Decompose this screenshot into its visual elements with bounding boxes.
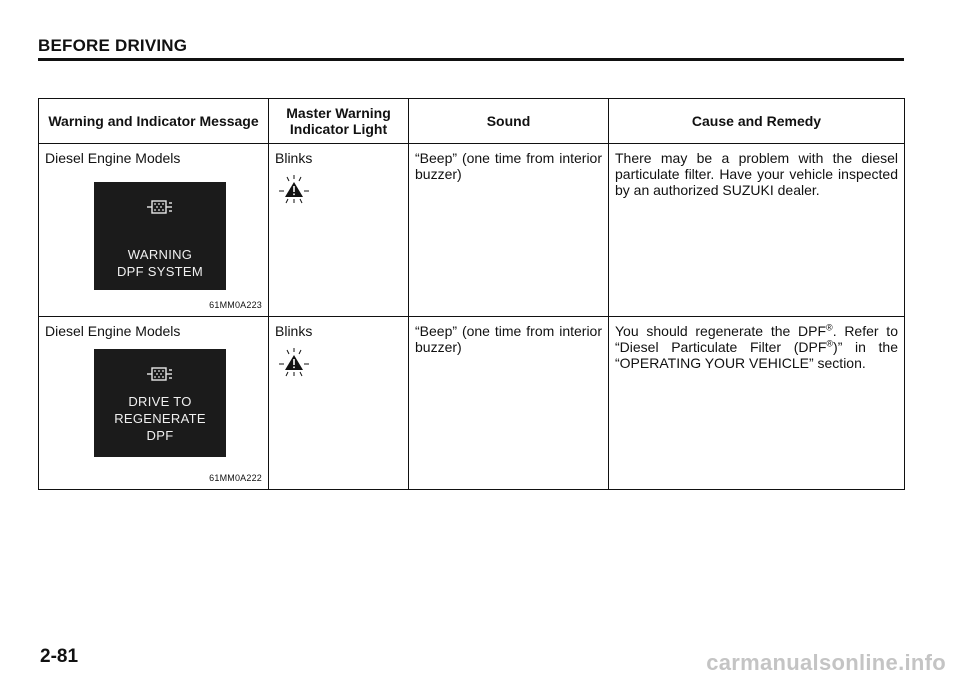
page-number: 2-81 <box>40 646 79 667</box>
display-message: DRIVE TO REGENERATE DPF <box>114 394 206 443</box>
table-row <box>39 144 905 317</box>
header-cause-remedy: Cause and Remedy <box>609 99 905 144</box>
display-message: WARNING DPF SYSTEM <box>116 247 204 279</box>
display-screen <box>94 349 226 457</box>
section-title: BEFORE DRIVING <box>38 36 188 55</box>
dpf-filter-icon <box>145 363 175 385</box>
image-code: 61MM0A222 <box>209 473 262 483</box>
sound-cell: “Beep” (one time from interior buzzer) <box>409 317 609 490</box>
cause-remedy-cell: You should regenerate the DPF®. Refer to “Diesel Particulate Filter (DPF®)” in the “OPERATING YOUR VEHICLE” section. <box>609 317 905 490</box>
engine-model-label: Diesel Engine Models <box>45 323 181 339</box>
light-cell <box>269 317 409 490</box>
title-rule <box>38 58 904 61</box>
sound-cell: “Beep” (one time from interior buzzer) <box>409 144 609 317</box>
message-cell <box>39 144 269 317</box>
header-sound: Sound <box>409 99 609 144</box>
light-status: Blinks <box>275 323 313 339</box>
engine-model-label: Diesel Engine Models <box>45 150 181 166</box>
registered-mark: ® <box>826 322 833 333</box>
cause-remedy-cell: There may be a problem with the diesel particulate filter. Have your vehicle inspected by an authorized SUZUKI dealer. <box>609 144 905 317</box>
header-warning-message: Warning and Indicator Message <box>39 99 269 144</box>
registered-mark: ® <box>826 338 834 349</box>
light-cell <box>269 144 409 317</box>
table-row <box>39 317 905 490</box>
light-status: Blinks <box>275 150 313 166</box>
image-code: 61MM0A223 <box>209 300 262 310</box>
display-screen <box>94 182 226 290</box>
header-master-warning-light: Master Warning Indicator Light <box>269 99 409 144</box>
watermark: carmanualsonline.info <box>706 650 946 675</box>
dpf-filter-icon <box>145 196 175 218</box>
warning-message-table <box>38 98 905 490</box>
table-header-row <box>39 99 905 144</box>
master-warning-triangle-icon <box>277 347 311 377</box>
message-cell <box>39 317 269 490</box>
master-warning-triangle-icon <box>277 174 311 204</box>
